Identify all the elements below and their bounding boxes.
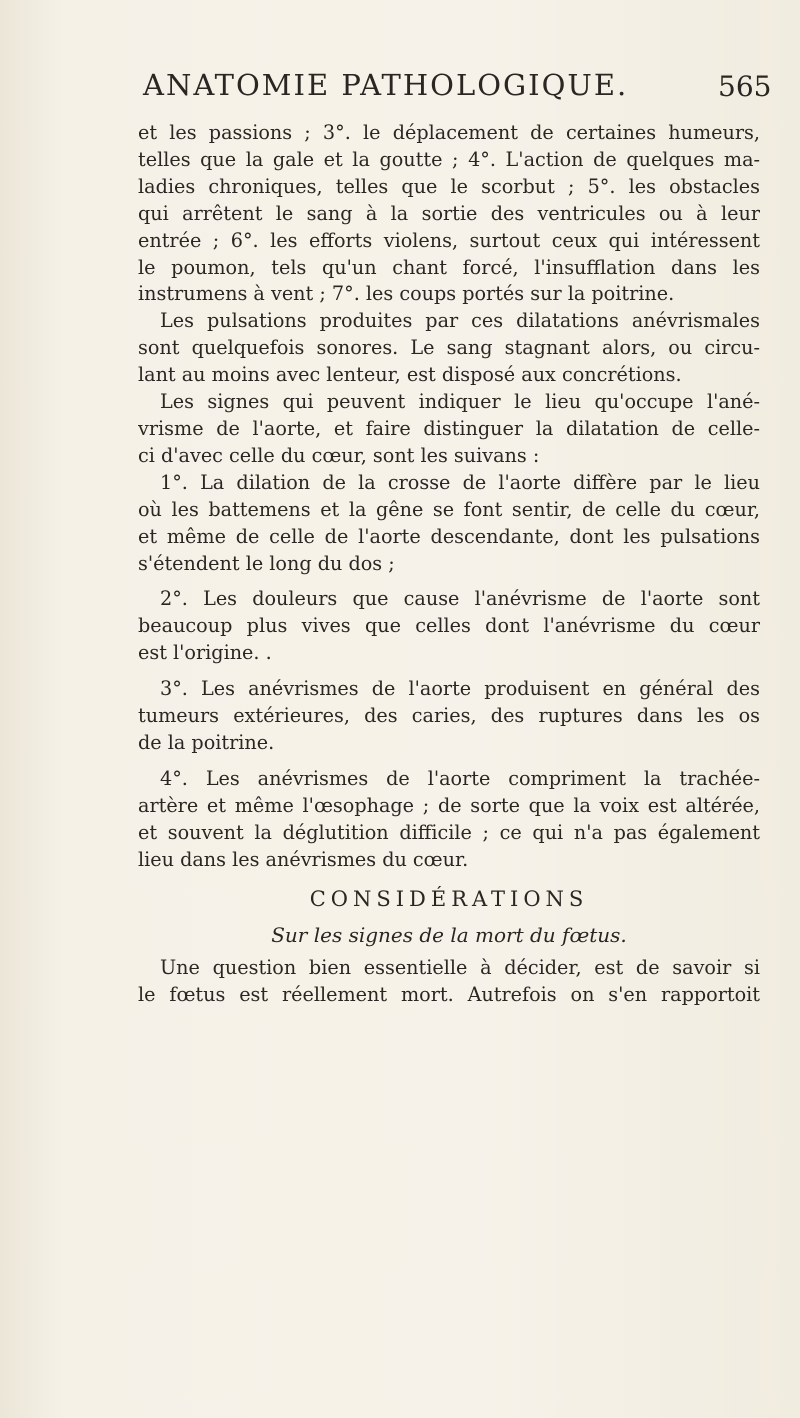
text-line: vrisme de l'aorte, et faire distinguer la dilatation de celle- <box>138 416 760 440</box>
text-line: lieu dans les anévrismes du cœur. <box>138 847 469 871</box>
section-title: CONSIDÉRATIONS <box>309 887 589 912</box>
page-number: 565 <box>718 70 772 103</box>
text-line: sont quelquefois sonores. Le sang stagnant alors, ou circu- <box>138 336 760 360</box>
paragraph-signes-intro <box>138 389 760 470</box>
text-line: artère et même l'œsophage ; de sorte que la voix est altérée, <box>138 793 760 817</box>
text-line: s'étendent le long du dos ; <box>138 551 395 575</box>
text-line: ladies chroniques, telles que le scorbut ; 5°. les obstacles <box>138 174 760 198</box>
paragraph-gap <box>138 757 760 766</box>
text-line: et les passions ; 3°. le déplacement de certaines humeurs, <box>138 121 760 144</box>
paragraph-signe-1 <box>138 470 760 578</box>
body-text <box>138 120 760 1009</box>
text-line: 2°. Les douleurs que cause l'anévrisme de l'aorte sont <box>160 587 760 611</box>
text-line: 4°. Les anévrismes de l'aorte compriment la trachée- <box>160 766 760 790</box>
paragraph-signe-2 <box>138 586 760 667</box>
running-title: ANATOMIE PATHOLOGIQUE. <box>143 68 629 102</box>
text-line: lant au moins avec lenteur, est disposé aux concrétions. <box>138 363 682 387</box>
text-line: qui arrêtent le sang à la sortie des ventricules ou à leur <box>138 201 760 225</box>
text-line: le poumon, tels qu'un chant forcé, l'insufflation dans les <box>138 255 760 279</box>
paragraph-gap <box>138 577 760 586</box>
paragraph-signe-3 <box>138 676 760 757</box>
text-line: et même de celle de l'aorte descendante, dont les pulsations <box>138 524 760 548</box>
text-line: instrumens à vent ; 7°. les coups portés sur la poitrine. <box>138 282 675 306</box>
paragraph-causes <box>138 120 760 308</box>
paragraph-signe-4 <box>138 766 760 874</box>
text-line: le fœtus est réellement mort. Autrefois on s'en rapportoit <box>138 983 760 1007</box>
text-line: où les battemens et la gêne se font sentir, de celle du cœur, <box>138 497 760 521</box>
text-line: est l'origine. . <box>138 641 272 665</box>
paragraph-question <box>138 955 760 1009</box>
text-line: de la poitrine. <box>138 730 275 754</box>
text-line: 3°. Les anévrismes de l'aorte produisent en général des <box>160 677 760 701</box>
text-line: Les pulsations produites par ces dilatations anévrismales <box>160 309 760 333</box>
text-line: 1°. La dilation de la crosse de l'aorte diffère par le lieu <box>160 470 760 494</box>
text-line: telles que la gale et la goutte ; 4°. L'action de quelques ma- <box>138 147 760 171</box>
paragraph-gap <box>138 667 760 676</box>
section-subtitle: Sur les signes de la mort du fœtus. <box>271 923 627 948</box>
text-line: Les signes qui peuvent indiquer le lieu qu'occupe l'ané- <box>160 390 760 414</box>
text-line: Une question bien essentielle à décider, est de savoir si <box>160 956 760 980</box>
paragraph-pulsations <box>138 308 760 389</box>
text-line: et souvent la déglutition difficile ; ce qui n'a pas également <box>138 820 760 844</box>
text-line: entrée ; 6°. les efforts violens, surtout ceux qui intéressent <box>138 228 760 252</box>
text-line: ci d'avec celle du cœur, sont les suivans : <box>138 443 540 467</box>
text-line: beaucoup plus vives que celles dont l'anévrisme du cœur <box>138 614 760 638</box>
text-line: tumeurs extérieures, des caries, des ruptures dans les os <box>138 704 760 728</box>
